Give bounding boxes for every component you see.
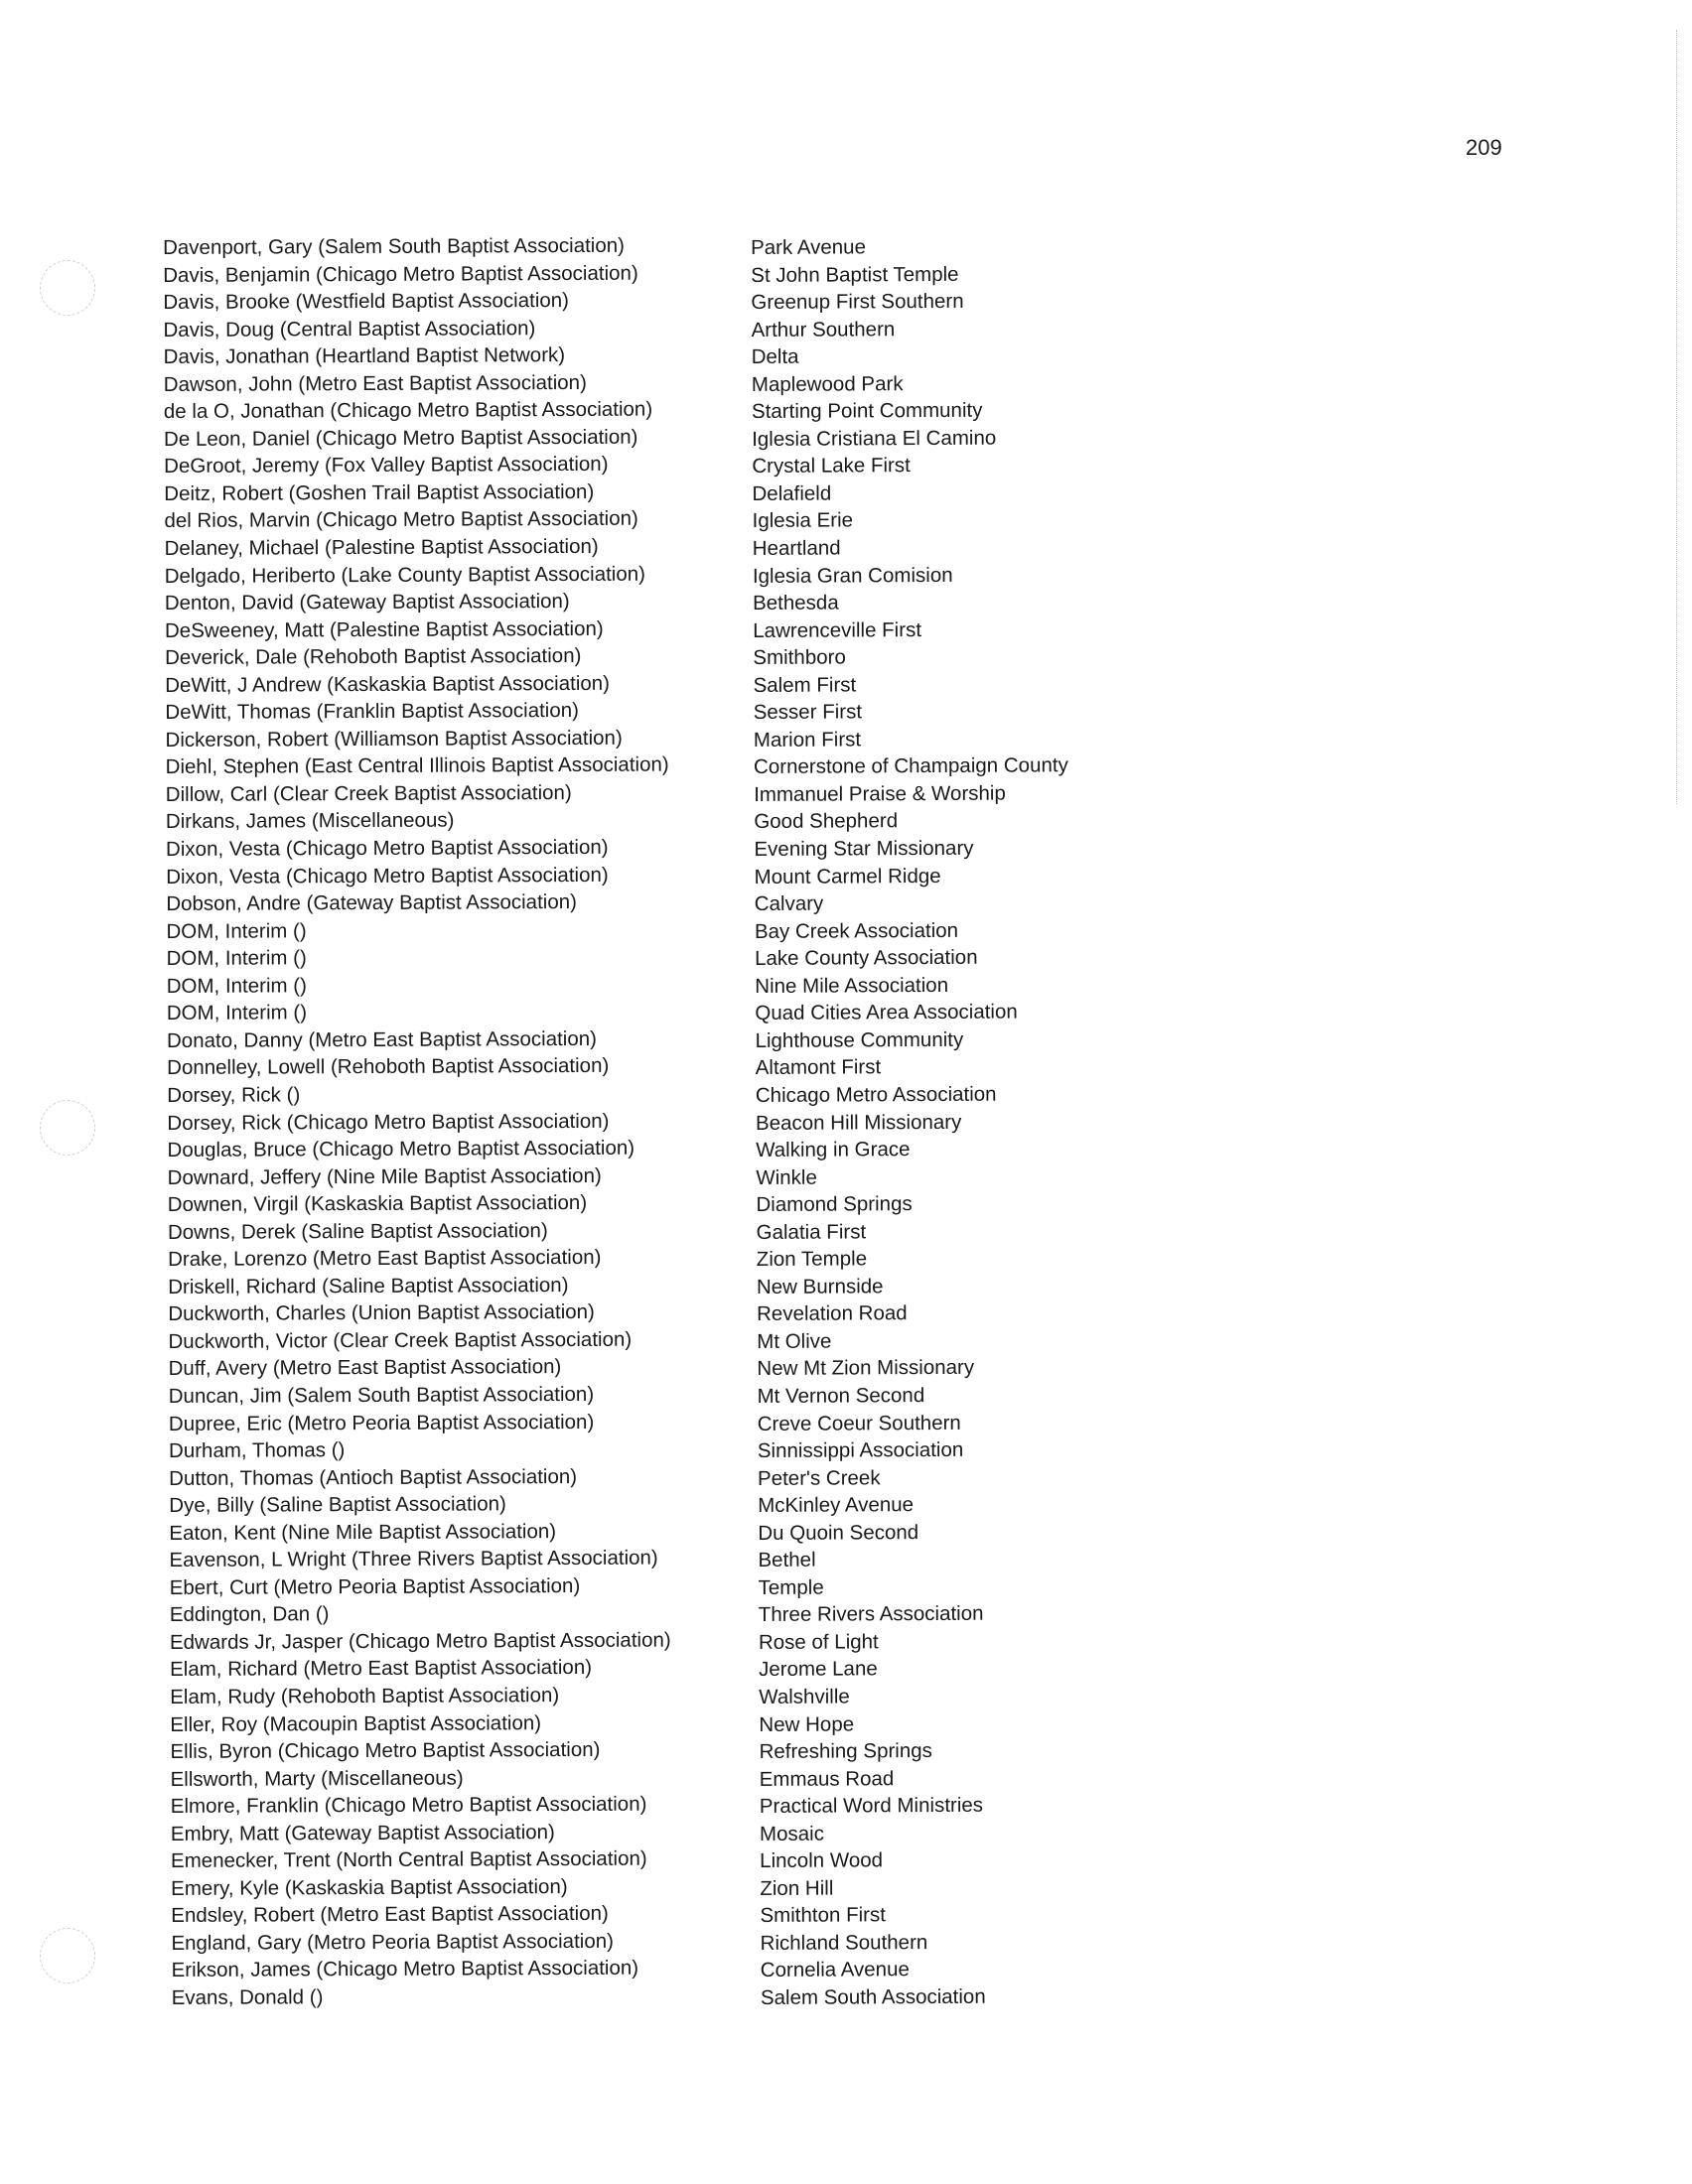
punch-hole-top: [40, 260, 95, 316]
pastor-name-entry: Ebert, Curt (Metro Peoria Baptist Association): [169, 1573, 581, 1599]
church-name-entry: Delafield: [752, 481, 832, 505]
pastor-name-entry: Duncan, Jim (Salem South Baptist Association): [168, 1382, 595, 1408]
church-name-entry: Three Rivers Association: [758, 1602, 984, 1627]
pastor-name-entry: Denton, David (Gateway Baptist Association): [164, 590, 570, 615]
church-name-entry: Delta: [751, 344, 799, 369]
pastor-name-entry: Donnelley, Lowell (Rehoboth Baptist Association): [167, 1054, 610, 1080]
church-name-entry: Zion Hill: [760, 1876, 834, 1900]
pastor-name-entry: De Leon, Daniel (Chicago Metro Baptist Association): [163, 425, 638, 451]
pastor-name-entry: Dobson, Andre (Gateway Baptist Association): [166, 890, 577, 916]
pastor-name-entry: DeSweeney, Matt (Palestine Baptist Association): [164, 616, 604, 642]
church-name-entry: Iglesia Cristiana El Camino: [752, 426, 997, 451]
pastor-name-entry: Elam, Richard (Metro East Baptist Association): [170, 1656, 593, 1682]
pastor-name-entry: DeWitt, J Andrew (Kaskaskia Baptist Association): [165, 671, 611, 697]
church-name-entry: Sinnissippi Association: [757, 1437, 964, 1463]
church-name-entry: Sesser First: [753, 700, 863, 725]
church-name-entry: Arthur Southern: [751, 317, 896, 341]
church-name-entry: Cornerstone of Champaign County: [753, 753, 1068, 779]
church-name-entry: Park Avenue: [751, 235, 867, 259]
pastor-name-entry: Donato, Danny (Metro East Baptist Association): [166, 1026, 598, 1052]
pastor-name-entry: del Rios, Marvin (Chicago Metro Baptist Association): [164, 507, 638, 533]
church-name-entry: Chicago Metro Association: [755, 1082, 997, 1107]
church-name-entry: Greenup First Southern: [751, 289, 964, 315]
church-name-entry: Calvary: [754, 891, 824, 916]
pastor-name-entry: Diehl, Stephen (East Central Illinois Baptist Association): [165, 752, 669, 779]
pastor-name-entry: DeGroot, Jeremy (Fox Valley Baptist Association): [164, 453, 609, 478]
pastor-name-entry: Dirkans, James (Miscellaneous): [165, 809, 455, 834]
church-name-entry: St John Baptist Temple: [751, 262, 959, 287]
pastor-name-entry: Davis, Benjamin (Chicago Metro Baptist Association): [163, 261, 638, 287]
pastor-name-entry: Douglas, Bruce (Chicago Metro Baptist Association): [167, 1136, 635, 1162]
pastor-name-entry: Driskell, Richard (Saline Baptist Association): [168, 1273, 569, 1298]
pastor-name-entry: DOM, Interim (): [166, 918, 307, 943]
church-name-entry: Creve Coeur Southern: [757, 1411, 961, 1435]
church-name-entry: Walking in Grace: [756, 1138, 911, 1162]
pastor-name-entry: Duff, Avery (Metro East Baptist Association): [168, 1355, 562, 1381]
church-name-entry: Galatia First: [756, 1220, 867, 1244]
pastor-name-entry: Delaney, Michael (Palestine Baptist Association): [164, 534, 599, 561]
pastor-name-entry: Dutton, Thomas (Antioch Baptist Association): [169, 1464, 578, 1490]
church-name-entry: Emmaus Road: [759, 1766, 895, 1791]
church-name-entry: Immanuel Praise & Worship: [754, 781, 1006, 806]
church-name-entry: Mt Vernon Second: [757, 1384, 925, 1408]
pastor-name-entry: Elam, Rudy (Rehoboth Baptist Association): [170, 1684, 560, 1708]
church-name-entry: Lincoln Wood: [760, 1848, 884, 1873]
pastor-name-entry: Evans, Donald (): [171, 1985, 324, 2009]
pastor-name-entry: Downen, Virgil (Kaskaskia Baptist Association): [167, 1191, 588, 1217]
pastor-name-entry: Elmore, Franklin (Chicago Metro Baptist Association): [170, 1792, 647, 1819]
pastor-name-entry: Dixon, Vesta (Chicago Metro Baptist Association): [166, 863, 609, 888]
pastor-name-entry: Davis, Jonathan (Heartland Baptist Network): [163, 343, 566, 369]
church-name-entry: New Hope: [759, 1711, 855, 1736]
pastor-name-entry: Eddington, Dan (): [169, 1602, 330, 1627]
church-name-entry: Peter's Creek: [757, 1465, 881, 1490]
pastor-name-entry: Dye, Billy (Saline Baptist Association): [169, 1492, 506, 1518]
church-name-entry: Practical Word Ministries: [759, 1793, 984, 1819]
pastor-name-entry: Ellsworth, Marty (Miscellaneous): [170, 1766, 464, 1791]
pastor-name-entry: Dawson, John (Metro East Baptist Association): [163, 370, 587, 396]
pastor-name-entry: Davenport, Gary (Salem South Baptist Association): [163, 233, 626, 259]
church-name-entry: Heartland: [752, 536, 841, 561]
pastor-name-entry: England, Gary (Metro Peoria Baptist Association): [171, 1929, 614, 1955]
pastor-name-entry: de la O, Jonathan (Chicago Metro Baptist Association): [163, 397, 653, 424]
pastor-name-entry: Drake, Lorenzo (Metro East Baptist Association): [167, 1246, 602, 1272]
pastor-name-entry: Ellis, Byron (Chicago Metro Baptist Association): [170, 1737, 601, 1764]
pastor-name-entry: Delgado, Heriberto (Lake County Baptist Association): [164, 562, 646, 588]
church-name-entry: Bethesda: [753, 591, 839, 615]
pastor-name-entry: Duckworth, Victor (Clear Creek Baptist Association): [168, 1327, 633, 1353]
pastor-names-column: [163, 231, 787, 2012]
church-name-entry: Nine Mile Association: [755, 973, 949, 998]
church-name-entry: Winkle: [756, 1165, 817, 1189]
pastor-name-entry: Eller, Roy (Macoupin Baptist Association): [170, 1710, 542, 1736]
pastor-name-entry: Erikson, James (Chicago Metro Baptist Association): [171, 1957, 639, 1982]
church-name-entry: Du Quoin Second: [758, 1520, 919, 1545]
church-name-entry: Beacon Hill Missionary: [755, 1110, 962, 1135]
church-name-entry: Salem South Association: [760, 1984, 986, 2009]
church-name-entry: Altamont First: [755, 1055, 882, 1080]
pastor-name-entry: Dorsey, Rick (Chicago Metro Baptist Association): [167, 1109, 610, 1135]
pastor-name-entry: Eavenson, L Wright (Three Rivers Baptist Association): [169, 1546, 658, 1572]
church-name-entry: Refreshing Springs: [759, 1739, 932, 1764]
church-name-entry: Diamond Springs: [756, 1192, 913, 1217]
pastor-name-entry: Dupree, Eric (Metro Peoria Baptist Association): [168, 1410, 595, 1435]
church-name-entry: Rose of Light: [758, 1630, 879, 1654]
pastor-name-entry: Dixon, Vesta (Chicago Metro Baptist Association): [165, 835, 609, 862]
pastor-name-entry: Emery, Kyle (Kaskaskia Baptist Association): [171, 1874, 568, 1900]
pastor-name-entry: Durham, Thomas (): [168, 1438, 346, 1463]
pastor-name-entry: Duckworth, Charles (Union Baptist Association): [168, 1300, 595, 1326]
church-name-entry: Bay Creek Association: [754, 918, 959, 943]
church-name-entry: Lawrenceville First: [753, 617, 922, 642]
pastor-name-entry: Eaton, Kent (Nine Mile Baptist Association): [169, 1519, 557, 1545]
church-name-entry: Evening Star Missionary: [754, 836, 974, 862]
pastor-name-entry: Dickerson, Robert (Williamson Baptist Association): [165, 726, 623, 751]
pastor-name-entry: DOM, Interim (): [166, 1001, 308, 1025]
church-name-entry: Maplewood Park: [751, 371, 904, 396]
pastor-name-entry: DeWitt, Thomas (Franklin Baptist Association): [165, 699, 580, 725]
church-name-entry: Mt Olive: [757, 1329, 832, 1353]
church-name-entry: Jerome Lane: [759, 1657, 878, 1682]
pastor-name-entry: Dorsey, Rick (): [167, 1083, 301, 1107]
church-name-entry: Temple: [758, 1575, 824, 1599]
pastor-name-entry: Deverick, Dale (Rehoboth Baptist Association): [165, 644, 582, 670]
church-names-column: [751, 231, 1317, 2012]
church-name-entry: Lake County Association: [755, 945, 978, 971]
church-name-entry: Starting Point Community: [751, 398, 983, 424]
punch-hole-bottom: [40, 1928, 95, 1983]
church-name-entry: Cornelia Avenue: [760, 1958, 910, 1982]
church-name-entry: Crystal Lake First: [752, 454, 911, 478]
church-name-entry: Quad Cities Area Association: [755, 1000, 1018, 1025]
scanner-edge-marks: [1676, 30, 1679, 804]
church-name-entry: Lighthouse Community: [755, 1027, 964, 1052]
church-name-entry: Good Shepherd: [754, 809, 899, 834]
church-name-entry: Bethel: [758, 1548, 816, 1572]
pastor-name-entry: DOM, Interim (): [166, 974, 307, 998]
pastor-name-entry: Deitz, Robert (Goshen Trail Baptist Association): [164, 479, 595, 505]
pastor-name-entry: Endsley, Robert (Metro East Baptist Association): [171, 1902, 609, 1928]
church-name-entry: Marion First: [753, 728, 862, 751]
church-name-entry: New Mt Zion Missionary: [757, 1356, 975, 1381]
church-name-entry: Smithboro: [753, 645, 846, 670]
pastor-name-entry: Davis, Brooke (Westfield Baptist Association): [163, 289, 570, 315]
church-name-entry: Iglesia Gran Comision: [752, 563, 953, 588]
pastor-name-entry: Dillow, Carl (Clear Creek Baptist Association): [165, 780, 572, 806]
church-name-entry: New Burnside: [756, 1275, 884, 1298]
church-name-entry: Smithton First: [760, 1903, 886, 1928]
punch-hole-middle: [40, 1100, 95, 1156]
church-name-entry: Mosaic: [759, 1822, 824, 1845]
pastor-name-entry: Emenecker, Trent (North Central Baptist Association): [170, 1846, 647, 1873]
pastor-name-entry: Edwards Jr, Jasper (Chicago Metro Baptist Association): [169, 1628, 671, 1654]
pastor-name-entry: Downs, Derek (Saline Baptist Association): [167, 1218, 548, 1244]
church-name-entry: Revelation Road: [757, 1301, 908, 1326]
church-name-entry: Zion Temple: [756, 1247, 868, 1272]
church-name-entry: Salem First: [753, 673, 857, 697]
church-name-entry: Walshville: [759, 1685, 850, 1708]
page-number: 209: [1466, 135, 1502, 160]
church-name-entry: Iglesia Erie: [752, 508, 854, 533]
pastor-name-entry: Embry, Matt (Gateway Baptist Association): [170, 1820, 555, 1845]
church-name-entry: Mount Carmel Ridge: [754, 864, 941, 888]
church-name-entry: McKinley Avenue: [758, 1493, 915, 1518]
pastor-name-entry: Davis, Doug (Central Baptist Association): [163, 316, 536, 341]
pastor-name-entry: DOM, Interim (): [166, 946, 307, 971]
church-name-entry: Richland Southern: [760, 1930, 928, 1955]
pastor-name-entry: Downard, Jeffery (Nine Mile Baptist Association): [167, 1163, 602, 1189]
